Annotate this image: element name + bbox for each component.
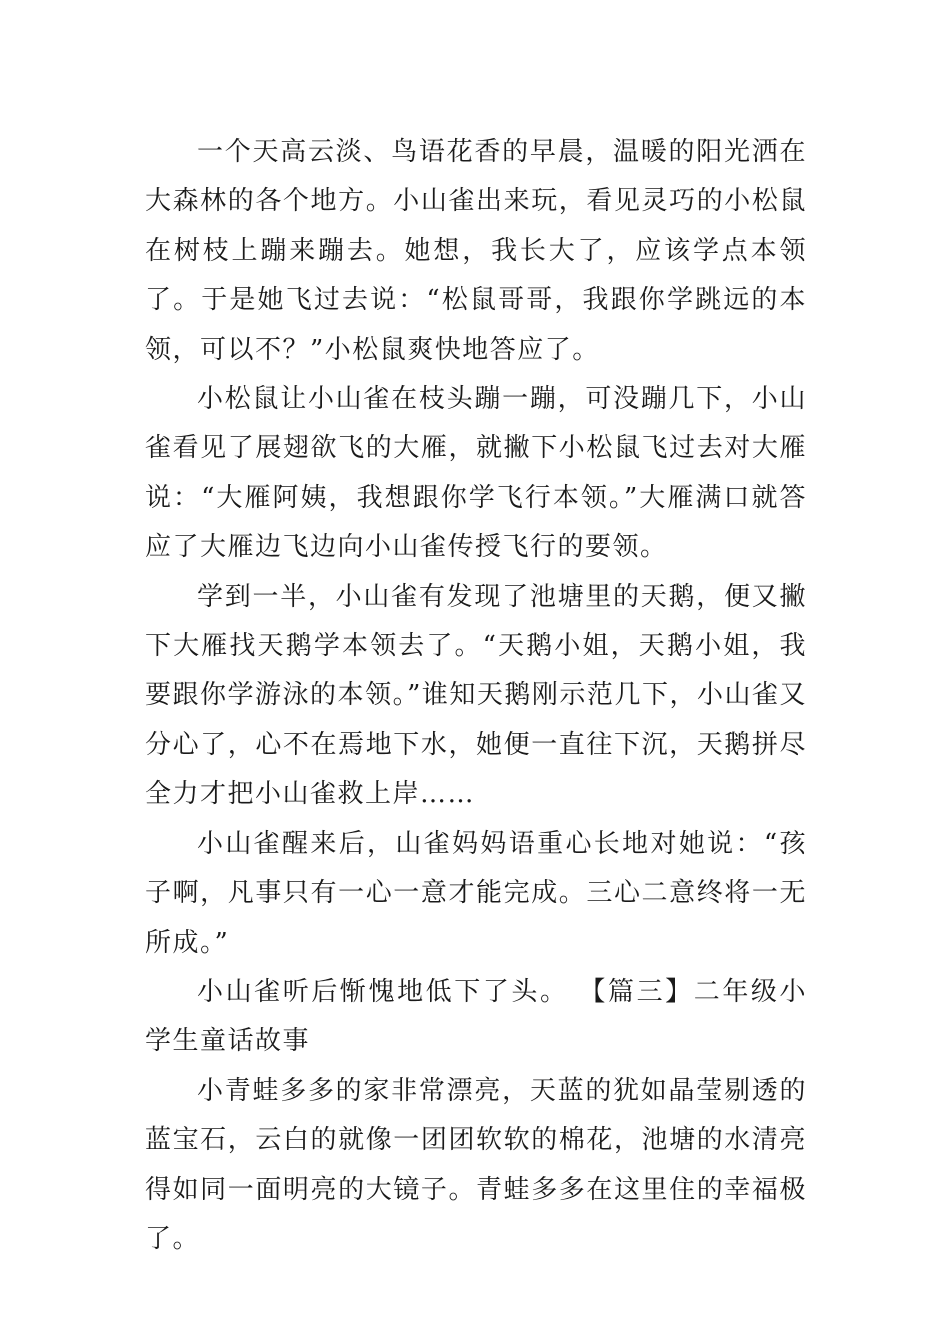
- paragraph-1: 一个天高云淡、鸟语花香的早晨，温暖的阳光洒在大森林的各个地方。小山雀出来玩，看见灵巧的小松鼠在树枝上蹦来蹦去。她想，我长大了，应该学点本领了。于是她飞过去说：“松鼠哥哥，我跟你学跳远的本领，可以不？”小松鼠爽快地答应了。: [145, 137, 807, 365]
- paragraph-6: 小青蛙多多的家非常漂亮，天蓝的犹如晶莹剔透的蓝宝石，云白的就像一团团软软的棉花，池塘的水清亮得如同一面明亮的大镜子。青蛙多多在这里住的幸福极了。: [145, 1075, 807, 1254]
- paragraph-2: 小松鼠让小山雀在枝头蹦一蹦，可没蹦几下，小山雀看见了展翅欲飞的大雁，就撇下小松鼠飞过去对大雁说：“大雁阿姨，我想跟你学飞行本领。”大雁满口就答应了大雁边飞边向小山雀传授飞行的要领。: [145, 384, 807, 563]
- document-page: [145, 128, 807, 1264]
- paragraph-4: 小山雀醒来后，山雀妈妈语重心长地对她说：“孩子啊，凡事只有一心一意才能完成。三心二意终将一无所成。”: [145, 828, 807, 958]
- paragraph-5: 小山雀听后惭愧地低下了头。 【篇三】二年级小学生童话故事: [145, 976, 807, 1057]
- paragraph-3: 学到一半，小山雀有发现了池塘里的天鹅，便又撇下大雁找天鹅学本领去了。“天鹅小姐，天鹅小姐，我要跟你学游泳的本领。”谁知天鹅刚示范几下，小山雀又分心了，心不在焉地下水，她便一直往下沉，天鹅拼尽全力才把小山雀救上岸……: [145, 581, 807, 810]
